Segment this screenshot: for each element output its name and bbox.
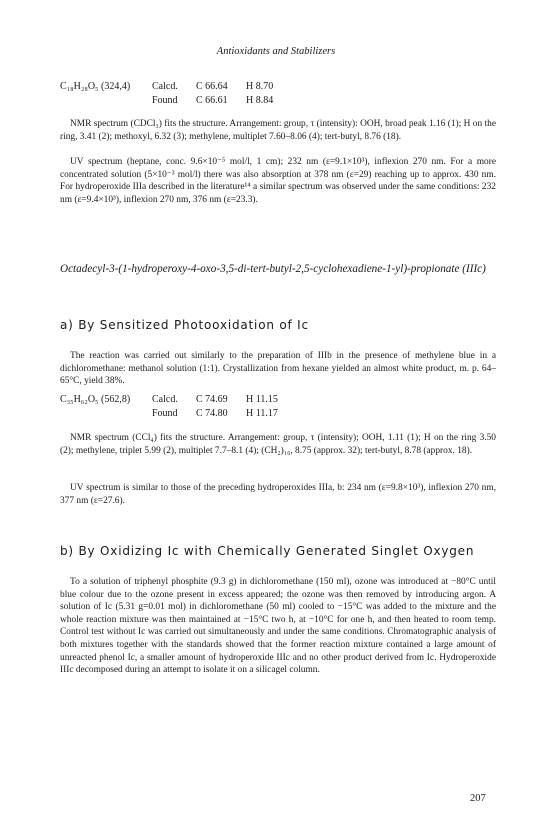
found-hydrogen: H 8.84 [246, 95, 274, 106]
elemental-analysis-1 [60, 80, 273, 108]
procedure-paragraph-b: To a solution of triphenyl phosphite (9.3 g) in dichloromethane (150 ml), ozone was introduced at −80°C until blue colour due to the ozone present in excess appeared; the ozone was then removed by introducing argon. A solution of Ic (5.31 g=0.01 mol) in dichloromethane (50 ml) cooled to −15°C was added to the mixture and the whole reaction mixture was then maintained at −15°C two h, at −10°C for one h, and then heated to room temp. Control test without Ic was carried out simultaneously and under the same conditions. Chromatographic analysis of both mixtures together with the standards showed that the former reaction mixture contained a large amount of unreacted phenol Ic, a smaller amount of hydroperoxide IIIc and no other product derived from Ic. Hydroperoxide IIIc decomposed during an attempt to isolate it on a silicagel column. [60, 577, 496, 676]
found-hydrogen: H 11.17 [246, 408, 278, 419]
section-heading-b: b) By Oxidizing Ic with Chemically Generated Singlet Oxygen [60, 544, 475, 558]
procedure-paragraph-a: The reaction was carried out similarly to the preparation of IIIb in the presence of methylene blue in a dichloromethane: methanol solution (1:1). Crystallization from hexane yielded an almost white product, m. p. 64–65°C, yield 38%. [60, 351, 496, 387]
page-number: 207 [470, 793, 486, 804]
calcd-label: Calcd. [152, 81, 178, 92]
found-carbon: C 66.61 [196, 95, 228, 106]
uv-paragraph-2: UV spectrum is similar to those of the preceding hydroperoxides IIIa, b: 234 nm (ε=9.8×10³), inflexion 270 nm, 377 nm (ε=27.6). [60, 483, 496, 506]
molecular-formula: C₁₈H₂₈O₅ (324,4) [60, 81, 131, 92]
found-carbon: C 74.80 [196, 408, 228, 419]
calcd-hydrogen: H 11.15 [246, 394, 278, 405]
compound-title: Octadecyl-3-(1-hydroperoxy-4-oxo-3,5-di-tert-butyl-2,5-cyclohexadiene-1-yl)-propionate (IIIc) [60, 263, 486, 275]
found-label: Found [152, 95, 178, 106]
molecular-formula: C₃₅H₆₂O₅ (562,8) [60, 394, 131, 405]
found-label: Found [152, 408, 178, 419]
calcd-carbon: C 66.64 [196, 81, 228, 92]
running-header: Antioxidants and Stabilizers [216, 46, 336, 57]
calcd-hydrogen: H 8.70 [246, 81, 274, 92]
nmr-paragraph-2: NMR spectrum (CCl₄) fits the structure. Arrangement: group, τ (intensity); OOH, 1.11 (1); H on the ring 3.50 (2); methylene, triplet 5.99 (2), multiplet 7.7–8.1 (4); (CH₂)₁₆, 8.75 (approx. 32); tert-butyl, 8.78 (approx. 18). [60, 433, 496, 456]
section-heading-a: a) By Sensitized Photooxidation of Ic [60, 318, 309, 332]
elemental-analysis-2 [60, 393, 278, 421]
calcd-label: Calcd. [152, 394, 178, 405]
uv-paragraph-1: UV spectrum (heptane, conc. 9.6×10⁻⁵ mol/l, 1 cm); 232 nm (ε=9.1×10³), inflexion 270 nm. For a more concentrated solution (5×10⁻³ mol/l) there was also absorption at 378 nm (ε=29) reaching up to approx. 430 nm. For hydroperoxide IIIa described in the literature¹⁴ a similar spectrum was observed under the same conditions: 232 nm (ε=9.4×10³), inflexion 270 nm, 376 nm (ε=23.3). [60, 157, 496, 205]
calcd-carbon: C 74.69 [196, 394, 228, 405]
nmr-paragraph-1: NMR spectrum (CDCl₃) fits the structure. Arrangement: group, τ (intensity): OOH, broad peak 1.16 (1); H on the ring, 3.41 (2); methoxyl, 6.32 (3); methylene, multiplet 7.60–8.06 (4); tert-butyl, 8.76 (18). [60, 119, 496, 142]
